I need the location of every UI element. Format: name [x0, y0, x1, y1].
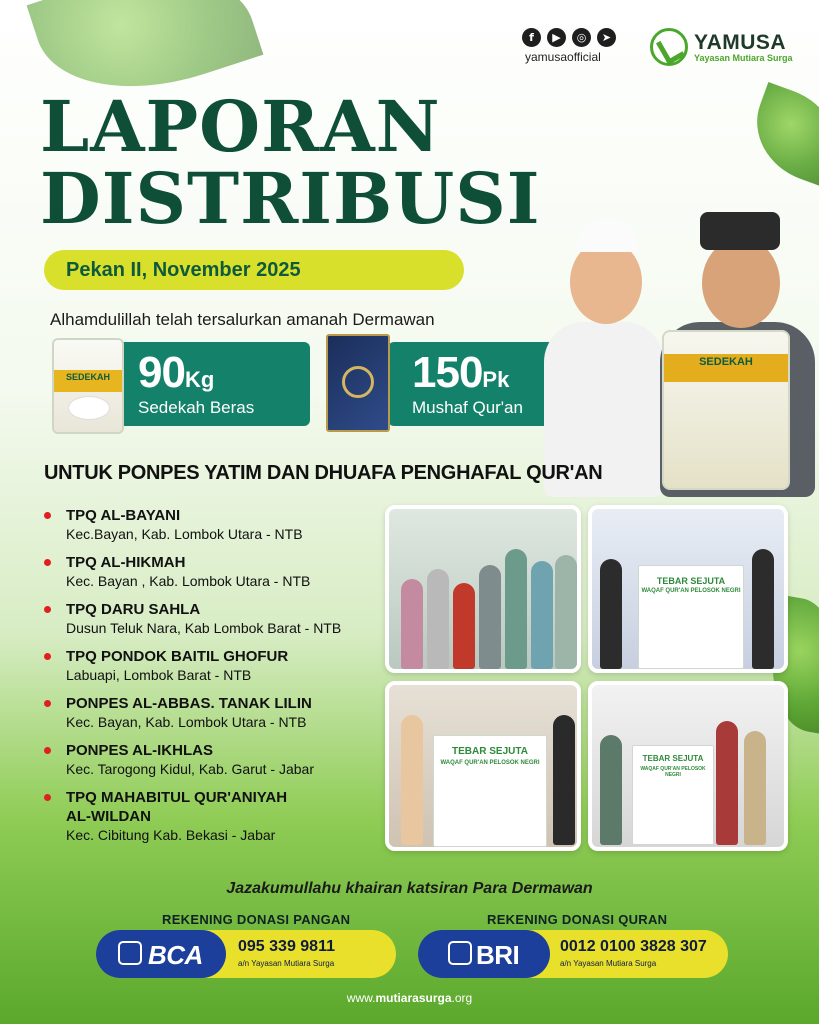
account-holder: a/n Yayasan Mutiara Surga [560, 959, 657, 968]
intro-text: Alhamdulillah telah tersalurkan amanah Dermawan [50, 310, 435, 329]
youtube-icon[interactable]: ▶ [547, 28, 566, 47]
website-link[interactable]: www.mutiarasurga.org [346, 991, 473, 1005]
list-item: TPQ AL-HIKMAH Kec. Bayan , Kab. Lombok Utara - NTB [44, 553, 384, 591]
yamusa-logo-icon [650, 28, 688, 66]
bca-logo-icon [118, 941, 142, 965]
brand-tagline: Yayasan Mutiara Surga [694, 53, 793, 63]
account-bri [418, 930, 728, 978]
page-title-line1: LAPORAN [40, 85, 441, 168]
list-item: TPQ AL-BAYANI Kec.Bayan, Kab. Lombok Utara - NTB [44, 506, 384, 544]
account-number[interactable]: 0012 0100 3828 307 [560, 938, 707, 955]
social-icons [522, 28, 616, 47]
quran-book-image [326, 334, 390, 432]
bullet-icon [44, 700, 51, 707]
bullet-icon [44, 653, 51, 660]
facebook-icon[interactable]: f [522, 28, 541, 47]
stat-quran-value: 150Pk [412, 348, 510, 397]
rice-bag-label: SEDEKAH [699, 356, 753, 368]
bank-bri-badge: BRI [418, 930, 550, 978]
account-number[interactable]: 095 339 9811 [238, 938, 335, 955]
rice-bag-image [662, 330, 790, 490]
brand-name: YAMUSA [694, 31, 787, 54]
period-banner: Pekan II, November 2025 [44, 250, 464, 290]
stat-rice-value: 90Kg [138, 348, 215, 397]
page-title-line2: DISTRIBUSI [40, 157, 541, 240]
bullet-icon [44, 512, 51, 519]
bullet-icon [44, 747, 51, 754]
bullet-icon [44, 606, 51, 613]
telegram-icon[interactable]: ➤ [597, 28, 616, 47]
list-item: TPQ MAHABITUL QUR'ANIYAH AL-WILDAN Kec. Cibitung Kab. Bekasi - Jabar [44, 788, 384, 845]
list-item: TPQ DARU SAHLA Dusun Teluk Nara, Kab Lombok Barat - NTB [44, 600, 384, 638]
bri-logo-icon [448, 941, 472, 965]
account-bca [96, 930, 396, 978]
rice-bag-label: SEDEKAH [65, 372, 110, 382]
event-banner: TEBAR SEJUTA WAQAF QUR'AN PELOSOK NEGRI [638, 565, 744, 669]
event-banner: TEBAR SEJUTA WAQAF QUR'AN PELOSOK NEGRI [632, 745, 714, 845]
stat-quran-label: Mushaf Qur'an [412, 398, 523, 417]
bullet-icon [44, 794, 51, 801]
event-banner: TEBAR SEJUTA WAQAF QUR'AN PELOSOK NEGRI [433, 735, 547, 847]
thanks-message: Jazakumullahu khairan katsiran Para Dermawan [226, 880, 593, 897]
recipient-list [44, 506, 384, 854]
rice-bag-image [52, 338, 124, 434]
distribution-photo [385, 681, 581, 851]
account-label-quran: REKENING DONASI QURAN [487, 912, 668, 927]
list-item: PONPES AL-IKHLAS Kec. Tarogong Kidul, Kab. Garut - Jabar [44, 741, 384, 779]
stat-rice-label: Sedekah Beras [138, 398, 255, 417]
stat-rice [110, 342, 310, 426]
recipients-heading: UNTUK PONPES YATIM DAN DHUAFA PENGHAFAL QUR'AN [44, 462, 603, 484]
distribution-photo [385, 505, 581, 673]
distribution-photo [588, 681, 788, 851]
instagram-icon[interactable]: ◎ [572, 28, 591, 47]
kids-photo [530, 210, 819, 495]
leaf-decoration [741, 82, 819, 188]
list-item: PONPES AL-ABBAS. TANAK LILIN Kec. Bayan, Kab. Lombok Utara - NTB [44, 694, 384, 732]
brand-logo [650, 28, 793, 66]
bullet-icon [44, 559, 51, 566]
account-label-pangan: REKENING DONASI PANGAN [162, 912, 351, 927]
account-holder: a/n Yayasan Mutiara Surga [238, 959, 335, 968]
distribution-photo [588, 505, 788, 673]
social-handle: yamusaofficial [525, 50, 601, 64]
bank-bca-badge: BCA [96, 930, 226, 978]
list-item: TPQ PONDOK BAITIL GHOFUR Labuapi, Lombok Barat - NTB [44, 647, 384, 685]
